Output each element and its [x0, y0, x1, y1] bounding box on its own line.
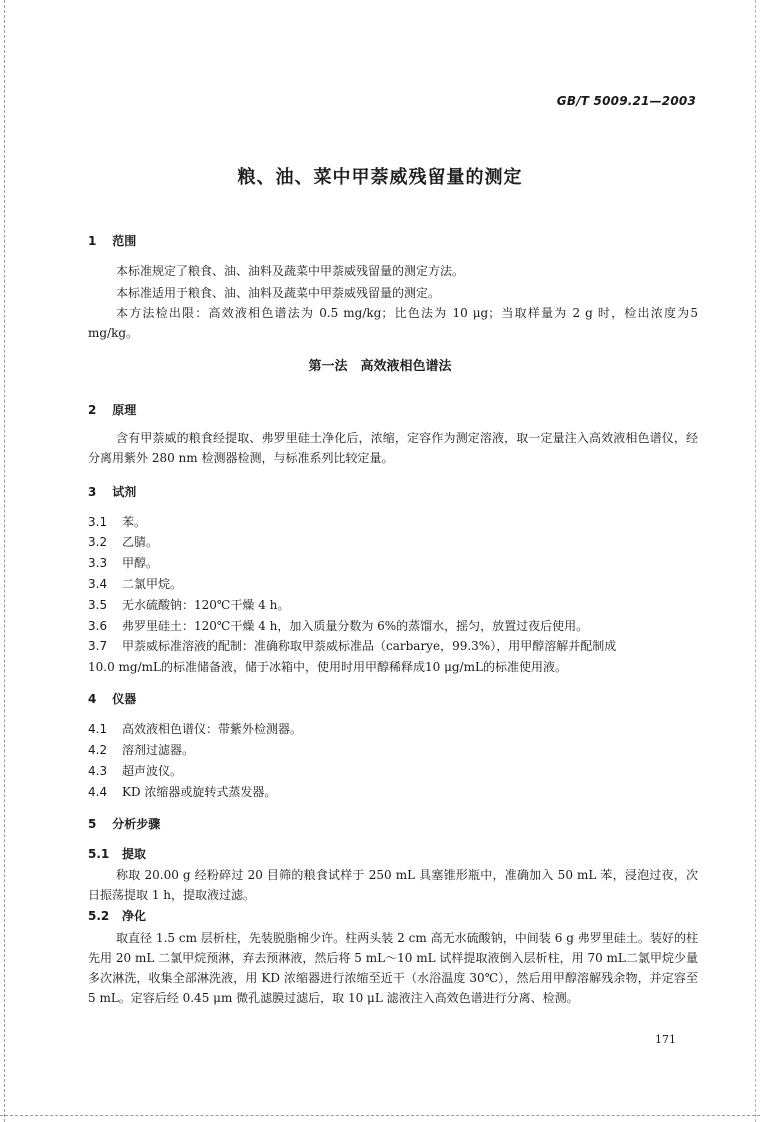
method-title: 第一法 高效液相色谱法 [308, 359, 452, 374]
item-text: 甲萘威标准溶液的配制：准确称取甲萘威标准品（carbarye，99.3%），用甲醇溶解并配制成 [122, 639, 617, 653]
section-title: 试剂 [112, 485, 137, 499]
list-item [88, 636, 700, 656]
section-4-heading [88, 690, 136, 707]
item-text: 超声波仪。 [122, 764, 183, 778]
item-text: 苯。 [122, 515, 147, 529]
item-number: 3.1 [88, 515, 108, 529]
list-item [88, 761, 700, 781]
section-title: 原理 [112, 403, 137, 417]
paragraph: 称取 20.00 g 经粉碎过 20 目筛的粮食试样于 250 mL 具塞锥形瓶中，准确加入 50 mL 苯，浸泡过夜，次日振荡提取 1 h，提取液过滤。 [88, 868, 698, 902]
item-number: 4.3 [88, 764, 108, 778]
section-number: 3 [88, 485, 97, 499]
section-number: 1 [88, 234, 97, 248]
list-item-continuation: 10.0 mg/mL的标准储备液，储于冰箱中，使用时用甲醇稀释成10 μg/mL的标准使用液。 [88, 660, 567, 674]
subsection-5-2-heading [88, 906, 700, 926]
section-number: 5 [88, 817, 97, 831]
item-text: 溶剂过滤器。 [122, 743, 195, 757]
paragraph: 取直径 1.5 cm 层析柱，先装脱脂棉少许。柱两头装 2 cm 高无水硫酸钠，中间装 6 g 弗罗里硅土。装好的柱先用 20 mL 二氯甲烷预淋，弃去预淋液，然后将 5 mL～10 mL 试样提取液倒入层析柱，用 70 mL二氯甲烷少量多次淋洗，收集全部淋洗液，用 KD 浓缩器进行浓缩至近干（水浴温度 30℃），然后用甲醇溶解残余物，并定容至 5 mL。定容后经 0.45 μm 微孔滤膜过滤后，取 10 μL 滤液注入高效色谱进行分离、检测。 [88, 931, 698, 1005]
subsection-title: 净化 [122, 909, 147, 923]
list-item [88, 782, 700, 802]
item-text: 二氯甲烷。 [122, 577, 183, 591]
page-number: 171 [655, 1033, 676, 1046]
section-3-heading [88, 483, 136, 500]
section-number: 4 [88, 692, 97, 706]
item-number: 3.4 [88, 577, 108, 591]
subsection-title: 提取 [122, 847, 147, 861]
item-text: 乙腈。 [122, 535, 159, 549]
item-number: 4.2 [88, 743, 108, 757]
item-text: 高效液相色谱仪：带紫外检测器。 [122, 722, 303, 736]
item-text: 甲醇。 [122, 556, 159, 570]
section-number: 2 [88, 403, 97, 417]
item-number: 5.2 [88, 909, 110, 923]
paragraph: 含有甲萘威的粮食经提取、弗罗里硅土净化后，浓缩，定容作为测定溶液，取一定量注入高效液相色谱仪，经分离用紫外 280 nm 检测器检测，与标准系列比较定量。 [88, 431, 698, 465]
list-item [88, 595, 700, 615]
item-number: 4.4 [88, 785, 108, 799]
item-number: 3.5 [88, 598, 108, 612]
paragraph: 本方法检出限：高效液相色谱法为 0.5 mg/kg；比色法为 10 μg；当取样量为 2 g 时，检出浓度为5 mg/kg。 [88, 306, 698, 340]
section-1-heading [88, 232, 136, 249]
item-number: 3.3 [88, 556, 108, 570]
item-number: 3.6 [88, 619, 108, 633]
item-number: 4.1 [88, 722, 108, 736]
paragraph: 本标准规定了粮食、油、油料及蔬菜中甲萘威残留量的测定方法。 [116, 264, 465, 278]
item-number: 3.2 [88, 535, 108, 549]
item-number: 5.1 [88, 847, 110, 861]
subsection-5-1-heading [88, 844, 700, 864]
item-text: 弗罗里硅土：120℃干燥 4 h，加入质量分数为 6%的蒸馏水，摇匀，放置过夜后使用。 [122, 619, 589, 633]
document-title: 粮、油、菜中甲萘威残留量的测定 [237, 167, 523, 188]
list-item [88, 740, 700, 760]
list-item [88, 719, 700, 739]
item-number: 3.7 [88, 639, 108, 653]
list-item [88, 553, 700, 573]
paragraph: 本标准适用于粮食、油、油料及蔬菜中甲萘威残留量的测定。 [116, 286, 441, 300]
item-text: KD 浓缩器或旋转式蒸发器。 [122, 785, 277, 799]
item-text: 无水硫酸钠：120℃干燥 4 h。 [122, 598, 290, 612]
standard-code: GB/T 5009.21—2003 [556, 94, 696, 108]
list-item [88, 532, 700, 552]
section-5-heading [88, 815, 160, 832]
list-item [88, 616, 700, 636]
list-item [88, 512, 700, 532]
section-2-heading [88, 401, 136, 418]
bottom-scan-edge [0, 1115, 760, 1116]
section-title: 分析步骤 [112, 817, 161, 831]
section-title: 仪器 [112, 692, 137, 706]
section-title: 范围 [112, 234, 137, 248]
list-item [88, 574, 700, 594]
